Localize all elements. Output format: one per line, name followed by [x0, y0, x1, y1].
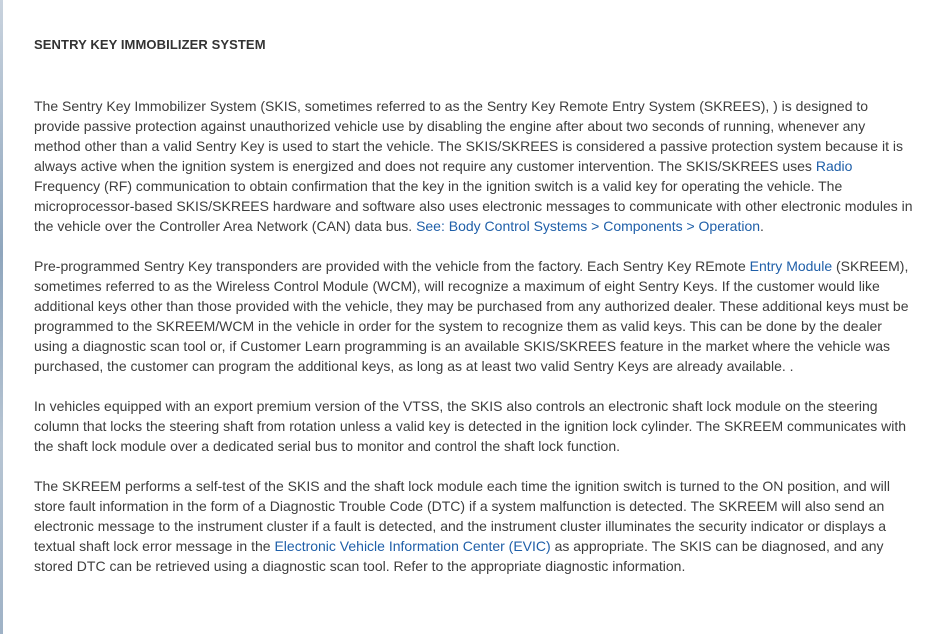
paragraph-text: The Sentry Key Immobilizer System (SKIS, sometimes referred to as the Sentry Key Remote Entry System (SKREES), ) is designed to provide passive protection against unauthorized vehicle use by disabling the engine after about two seconds of running, whenever any method other than a valid Sentry Key is used to start the vehicle. The SKIS/SKREES is considered a passive protection system because it is always active when the ignition system is energized and does not require any customer intervention. The SKIS/SKREES uses	[34, 98, 903, 174]
paragraph-text: Pre-programmed Sentry Key transponders are provided with the vehicle from the factory. Each Sentry Key REmote	[34, 258, 750, 274]
paragraph-key-programming	[34, 256, 914, 376]
evic-link[interactable]: Electronic Vehicle Information Center (EVIC)	[274, 538, 551, 554]
paragraph-skis-overview	[34, 96, 914, 236]
body-control-systems-link[interactable]: See: Body Control Systems > Components > Operation	[416, 218, 761, 234]
paragraph-text: (SKREEM), sometimes referred to as the Wireless Control Module (WCM), will recognize a maximum of eight Sentry Keys. If the customer would like additional keys other than those provided with the vehicle, they may be purchased from any authorized dealer. These additional keys must be programmed to the SKREEM/WCM in the vehicle in order for the system to recognize them as valid keys. This can be done by the dealer using a diagnostic scan tool or, if Customer Learn programming is an available SKIS/SKREES feature in the market where the vehicle was purchased, the customer can program the additional keys, as long as at least two valid Sentry Keys are already available. .	[34, 258, 909, 374]
article-title: SENTRY KEY IMMOBILIZER SYSTEM	[34, 37, 266, 52]
entry-module-link[interactable]: Entry Module	[749, 258, 833, 274]
paragraph-text: The SKREEM performs a self-test of the SKIS and the shaft lock module each time the ignition switch is turned to the ON position, and will store fault information in the form of a Diagnostic Trouble Code (DTC) if a system malfunction is detected. The SKREEM will also send an electronic message to the instrument cluster if a fault is detected, and the instrument cluster illuminates the security indicator or displays a textual shaft lock error message in the	[34, 478, 890, 554]
paragraph-text: as appropriate. The SKIS can be diagnosed, and any stored DTC can be retrieved using a diagnostic scan tool. Refer to the appropriate diagnostic information.	[34, 538, 884, 574]
radio-link[interactable]: Radio	[815, 158, 853, 174]
paragraph-text: Frequency (RF) communication to obtain confirmation that the key in the ignition switch is a valid key for operating the vehicle. The microprocessor-based SKIS/SKREES hardware and software also uses electronic messages to communicate with other electronic modules in the vehicle over the Controller Area Network (CAN) data bus.	[34, 178, 913, 234]
window-left-edge	[0, 0, 3, 634]
paragraph-text: In vehicles equipped with an export premium version of the VTSS, the SKIS also controls an electronic shaft lock module on the steering column that locks the steering shaft from rotation unless a valid key is detected in the ignition lock cylinder. The SKREEM communicates with the shaft lock module over a dedicated serial bus to monitor and control the shaft lock function.	[34, 398, 907, 454]
paragraph-shaft-lock	[34, 396, 914, 456]
paragraph-text: .	[760, 218, 764, 234]
paragraph-self-test	[34, 476, 914, 576]
